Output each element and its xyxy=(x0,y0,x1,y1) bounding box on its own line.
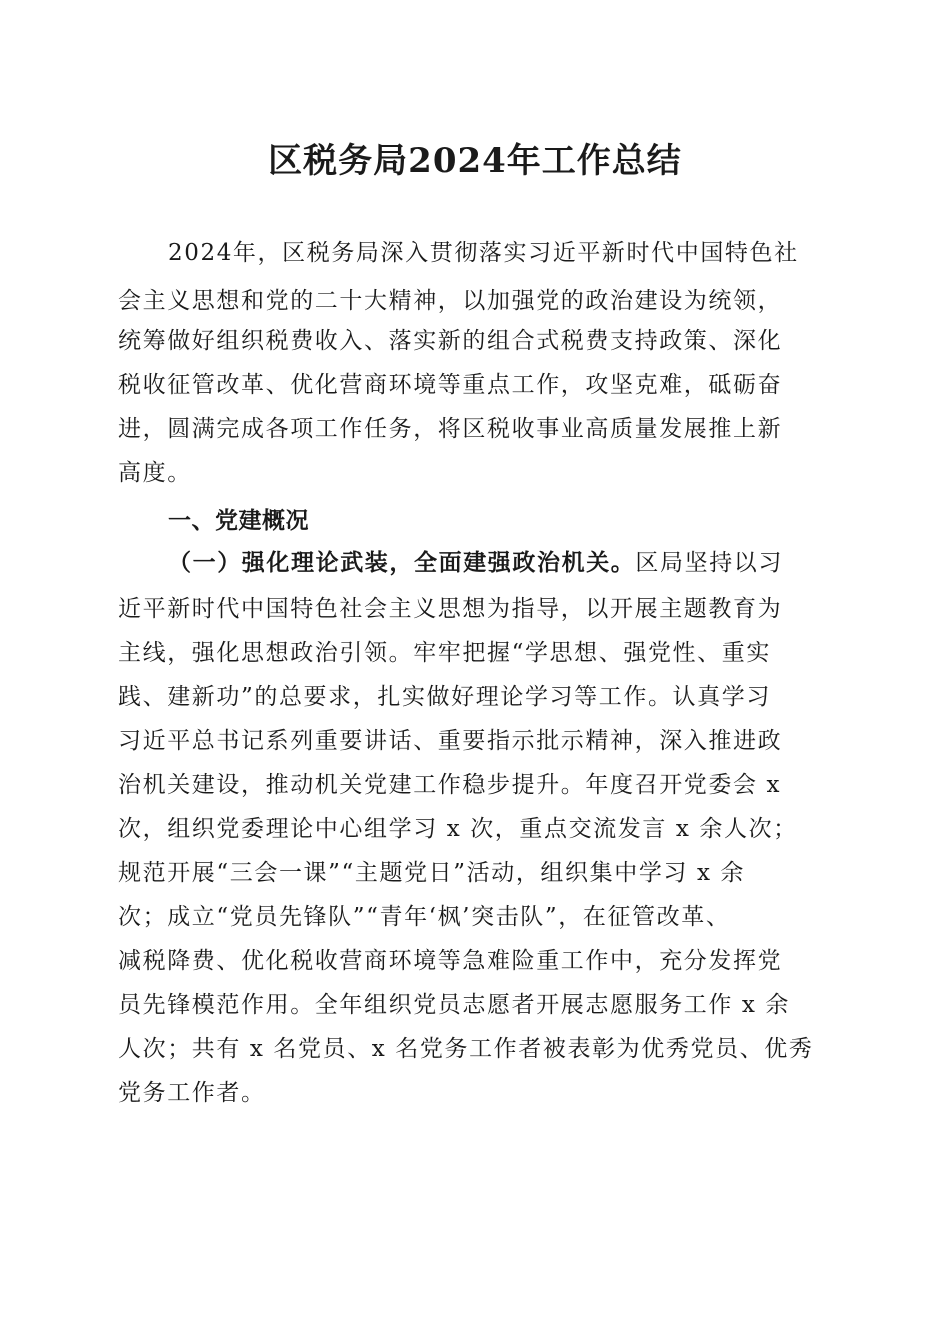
section-heading: 一、党建概况 xyxy=(168,508,309,534)
intro-line: 税收征管改革、优化营商环境等重点工作，攻坚克难，砥砺奋 xyxy=(118,372,783,398)
intro-line: 统筹做好组织税费收入、落实新的组合式税费支持政策、深化 xyxy=(118,328,783,354)
intro-line: 会主义思想和党的二十大精神，以加强党的政治建设为统领， xyxy=(118,288,783,314)
body-line: 践、建新功”的总要求，扎实做好理论学习等工作。认真学习 xyxy=(118,684,771,710)
subsection-title: （一）强化理论武装，全面建强政治机关。 xyxy=(168,550,636,576)
body-line: 近平新时代中国特色社会主义思想为指导，以开展主题教育为 xyxy=(118,596,783,622)
body-line: 党务工作者。 xyxy=(118,1080,266,1106)
body-line: 减税降费、优化税收营商环境等急难险重工作中，充分发挥党 xyxy=(118,948,783,974)
body-line: 员先锋模范作用。全年组织党员志愿者开展志愿服务工作 x 余 xyxy=(118,992,790,1018)
body-line: 次；成立“党员先锋队”“青年‘枫’突击队”，在征管改革、 xyxy=(118,904,731,930)
intro-line: 2024年，区税务局深入贯彻落实习近平新时代中国特色社 xyxy=(168,240,799,266)
subsection-text: 区局坚持以习 xyxy=(635,550,784,576)
body-line: 次，组织党委理论中心组学习 x 次，重点交流发言 x 余人次； xyxy=(118,816,798,842)
intro-line: 高度。 xyxy=(118,460,192,486)
body-line: 人次；共有 x 名党员、x 名党务工作者被表彰为优秀党员、优秀 xyxy=(118,1036,814,1062)
body-line: 规范开展“三会一课”“主题党日”活动，组织集中学习 x 余 xyxy=(118,860,746,886)
body-line: 治机关建设，推动机关党建工作稳步提升。年度召开党委会 x xyxy=(118,772,782,798)
body-line: 主线，强化思想政治引领。牢牢把握“学思想、强党性、重实 xyxy=(118,640,771,666)
document-title: 区税务局2024年工作总结 xyxy=(268,141,682,181)
subsection-first-line xyxy=(168,548,783,578)
body-line: 习近平总书记系列重要讲话、重要指示批示精神，深入推进政 xyxy=(118,728,783,754)
intro-line: 进，圆满完成各项工作任务，将区税收事业高质量发展推上新 xyxy=(118,416,783,442)
